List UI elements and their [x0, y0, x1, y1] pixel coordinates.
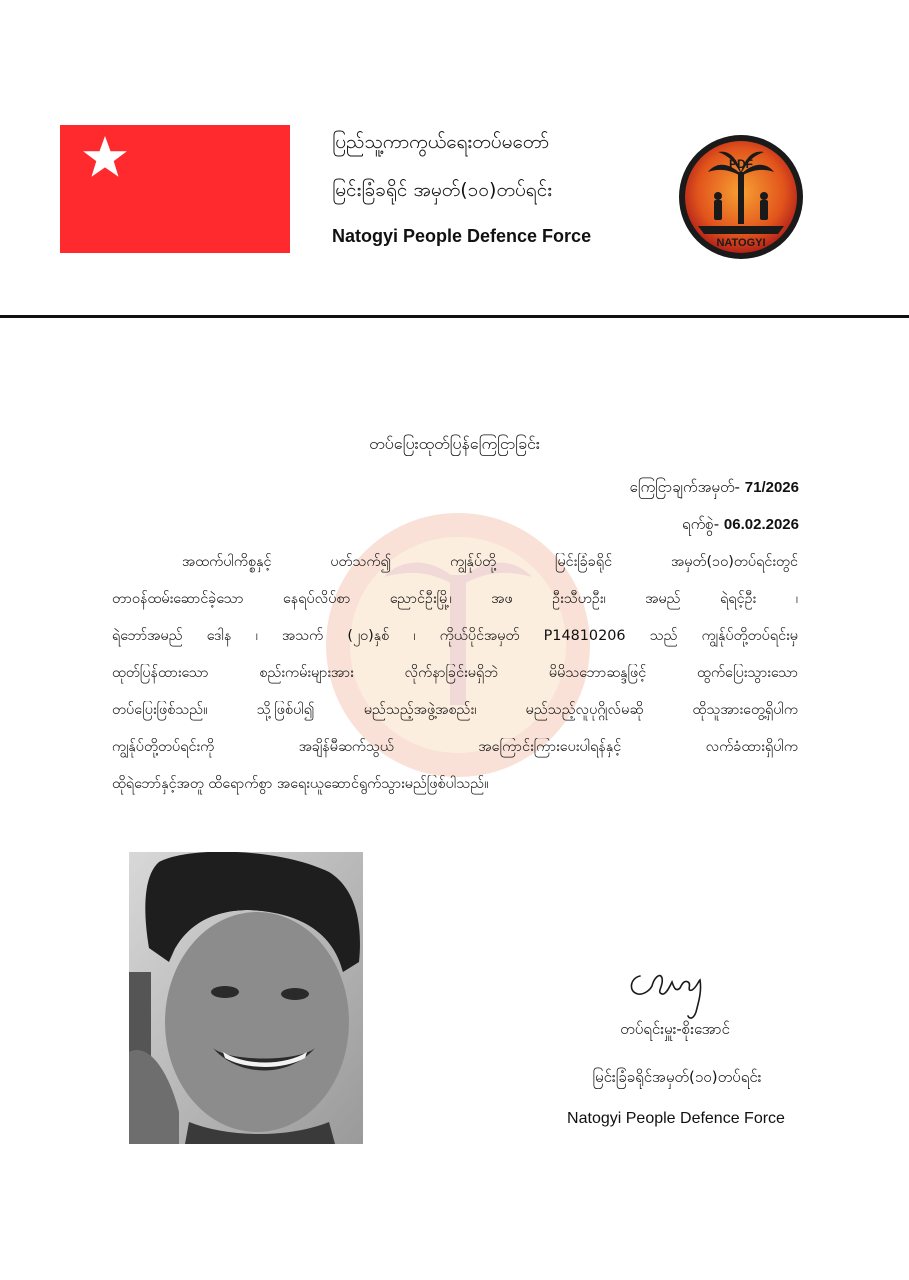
signature-unit: မြင်းခြံခရိုင်အမှတ်(၁၀)တပ်ရင်း — [592, 1068, 762, 1086]
commander-name: တပ်ရင်းမှူး-စိုးအောင် — [620, 1020, 730, 1038]
org-name-burmese: ပြည်သူ့ကာကွယ်ရေးတပ်မတော် — [332, 131, 550, 153]
deserter-photo — [129, 852, 363, 1144]
logo-text-bottom: NATOGYI — [716, 237, 766, 249]
commander-signature — [626, 968, 714, 1022]
org-name-english: Natogyi People Defence Force — [332, 226, 592, 246]
paragraph-line: ထိုရဲဘော်နှင့်အတူ ထိရောက်စွာ အရေးယူဆောင်ရွက်သွားမည်ဖြစ်ပါသည်။ — [112, 776, 489, 792]
paragraph-line: ထုတ်ပြန်ထားသော စည်းကမ်းများအား လိုက်နာခြင်းမရှိဘဲ မိမိသဘောဆန္ဒဖြင့် ထွက်ပြေးသွားသော — [112, 665, 798, 681]
signature-org-english: Natogyi People Defence Force — [567, 1110, 785, 1127]
battalion-name-burmese: မြင်းခြံခရိုင် အမှတ်(၁၀)တပ်ရင်း — [332, 179, 553, 201]
logo-text-top: PDF — [729, 157, 753, 171]
paragraph-line: တပ်ပြေးဖြစ်သည်။ သို့ဖြစ်ပါ၍ မည်သည့်အဖွဲ့အစည်း၊ မည်သည့်လူပုဂ္ဂိုလ်မဆို ထိုသူအားတွေ့ရှိပါက — [112, 702, 798, 718]
pdf-natogyi-logo — [678, 134, 804, 260]
header-divider — [0, 315, 909, 318]
announcement-number: 71/2026 — [744, 479, 799, 496]
announcement-number-row — [629, 478, 799, 500]
date-row — [682, 515, 799, 537]
paragraph-line: တာဝန်ထမ်းဆောင်ခဲ့သော နေရပ်လိပ်စာ ညောင်ဦးမြို့၊ အဖ ဦးသီဟဦး၊ အမည် ရဲရင့်ဦး ၊ — [112, 591, 798, 607]
date-value: 06.02.2026 — [723, 516, 799, 533]
paragraph-line: ကျွန်ုပ်တို့တပ်ရင်းကို အချိန်မီဆက်သွယ် အကြောင်းကြားပေးပါရန်နှင့် လက်ခံထားရှိပါက — [112, 739, 798, 755]
red-star-flag — [60, 125, 290, 253]
document-title: တပ်ပြေးထုတ်ပြန်ကြေငြာခြင်း — [369, 434, 540, 453]
announcement-number-label: ကြေငြာချက်အမှတ်- — [629, 478, 740, 496]
date-label: ရက်စွဲ- — [681, 515, 720, 533]
paragraph-line: ရဲဘော်အမည် ဒေါန ၊ အသက် (၂၀)နှစ် ၊ ကိုယ်ပိုင်အမှတ် P14810206 သည် ကျွန်ုပ်တို့တပ်ရင်းမှ — [112, 628, 798, 644]
paragraph-line: အထက်ပါကိစ္စနှင့် ပတ်သက်၍ ကျွန်ုပ်တို့ မြင်းခြံခရိုင် အမှတ်(၁၀)တပ်ရင်းတွင် — [182, 554, 798, 570]
